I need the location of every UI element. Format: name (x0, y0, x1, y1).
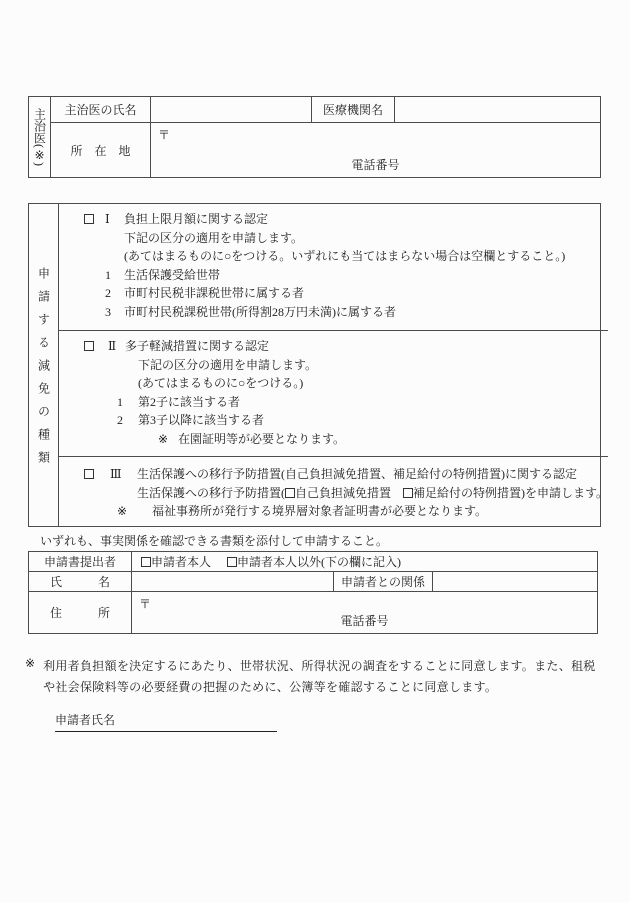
section-1-sub2: (あてはまるものに○をつける。いずれにも当てはまらない場合は空欄とすること。) (124, 249, 566, 263)
relation-label: 申請者との関係 (334, 572, 433, 591)
postal-mark: 〒 (158, 128, 171, 142)
institution-label: 医療機関名 (312, 97, 395, 122)
doctor-address-value[interactable] (151, 123, 600, 177)
doctor-table (28, 96, 601, 178)
option-text: 第2子に該当する者 (138, 394, 241, 409)
option-text: 市町村民税課税世帯(所得割28万円未満)に属する者 (124, 304, 396, 319)
submitter-phone-label: 電話番号 (340, 614, 389, 628)
section-3-line2-prefix: 生活保護への移行予防措置( (137, 485, 285, 500)
doctor-phone-label: 電話番号 (351, 158, 400, 172)
section-1-numeral: Ⅰ (105, 212, 110, 226)
doctor-name-label: 主治医の氏名 (51, 97, 151, 122)
consent-paragraph (25, 656, 603, 698)
submitter-option-other[interactable] (227, 553, 401, 570)
option-number: 2 (105, 286, 111, 300)
option-text: 申請者本人以外(下の欄に記入) (237, 555, 402, 570)
consent-text: 利用者負担額を決定するにあたり、世帯状況、所得状況の調査をすることに同意します。また、租税や社会保険料等の必要経費の把握のために、公簿等を確認することに同意します。 (43, 659, 596, 694)
section-2-sub2: (あてはまるものに○をつける。) (138, 376, 304, 390)
option-text: 申請者本人 (151, 555, 212, 570)
option-text: 生活保護受給世帯 (124, 267, 221, 282)
application-side-label: 申請する減免の種類 (29, 204, 59, 526)
section-2-numeral: Ⅱ (108, 339, 117, 353)
option-text: 第3子以降に該当する者 (138, 413, 265, 427)
option-number: 1 (105, 267, 111, 282)
section-3-title: 生活保護への移行予防措置(自己負担減免措置、補足給付の特例措置)に関する認定 (137, 467, 577, 481)
section-3-note: 福祉事務所が発行する境界層対象者証明書が必要となります。 (152, 504, 488, 518)
institution-value[interactable] (395, 97, 600, 122)
section-2-option-1[interactable] (59, 393, 608, 412)
section-1-checkbox[interactable] (84, 214, 94, 224)
consent-marker: ※ (25, 656, 36, 670)
section-2-sub1: 下記の区分の適用を申請します。 (138, 357, 318, 372)
doctor-address-label: 所 在 地 (51, 123, 151, 177)
section-1-option-1[interactable] (59, 266, 608, 285)
submitter-name-value[interactable] (132, 572, 334, 591)
section-3-numeral: Ⅲ (110, 467, 122, 481)
option-number: 1 (117, 394, 123, 409)
self-checkbox[interactable] (141, 557, 151, 567)
submitter-option-self[interactable] (141, 553, 211, 570)
other-checkbox[interactable] (227, 557, 237, 567)
section-3-inline-option-2: 補足給付の特例措置)を申請します。 (413, 485, 609, 500)
option-number: 3 (105, 304, 111, 319)
doctor-name-value[interactable] (151, 97, 312, 122)
section-1-option-2[interactable] (59, 284, 608, 303)
section-3-inline-option-1: 自己負担減免措置 (295, 485, 392, 500)
section-3 (59, 457, 608, 526)
section-2-option-2[interactable] (59, 411, 608, 430)
submitter-name-label: 氏 名 (29, 572, 132, 591)
postal-mark: 〒 (139, 597, 152, 611)
option-number: 2 (117, 413, 123, 427)
note-marker: ※ (158, 431, 169, 446)
section-1-sub1: 下記の区分の適用を申請します。 (124, 230, 304, 245)
section-1-option-3[interactable] (59, 303, 608, 322)
section-2-note: 在園証明等が必要となります。 (178, 431, 346, 446)
note-marker: ※ (117, 504, 128, 518)
submitter-row-label: 申請書提出者 (29, 552, 132, 571)
attach-documents-note: いずれも、事実関係を確認できる書類を添付して申請すること。 (40, 534, 389, 548)
supplementary-benefit-checkbox[interactable] (403, 488, 413, 498)
applicant-signature-field[interactable] (55, 711, 277, 732)
section-2 (59, 331, 608, 457)
section-2-checkbox[interactable] (84, 341, 94, 351)
doctor-table-side-label: 主治医(※) (29, 97, 51, 177)
application-type-table (28, 203, 609, 527)
self-pay-reduction-checkbox[interactable] (285, 488, 295, 498)
section-1 (59, 204, 608, 331)
section-3-checkbox[interactable] (84, 469, 94, 479)
relation-value[interactable] (433, 572, 597, 591)
signature-label: 申請者氏名 (55, 713, 116, 727)
submitter-table (28, 551, 598, 634)
option-text: 市町村民税非課税世帯に属する者 (124, 286, 305, 300)
section-2-title: 多子軽減措置に関する認定 (125, 339, 270, 353)
section-1-title: 負担上限月額に関する認定 (124, 212, 269, 226)
submitter-address-label: 住 所 (29, 592, 132, 633)
submitter-address-value[interactable] (132, 592, 597, 633)
